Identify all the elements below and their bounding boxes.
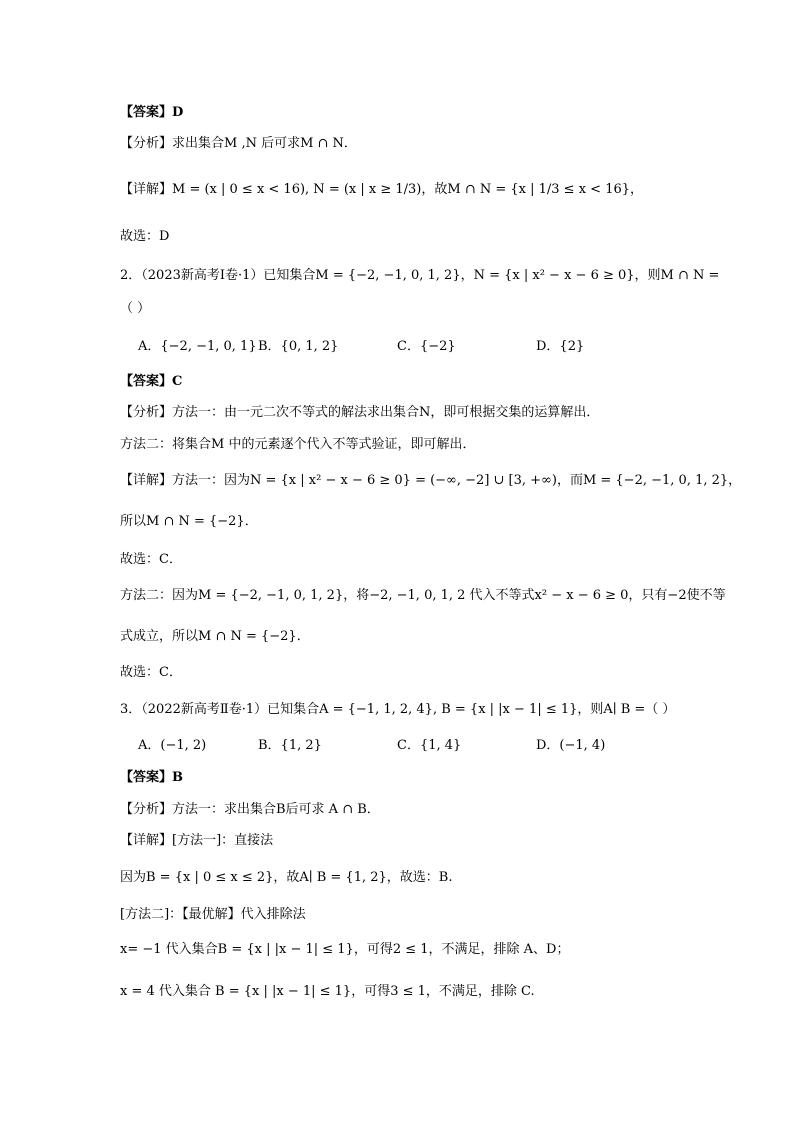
q2-answer: 【答案】C (120, 374, 183, 389)
q1-detail: 【详解】M = (x | 0 ≤ x < 16), N = (x | x ≥ 1/3)，故M ∩ N = {x | 1/3 ≤ x < 16}， (120, 182, 644, 197)
q3-method2-line1: x= −1 代入集合B = {x | |x − 1| ≤ 1}，可得2 ≤ 1，不满足，排除 A、D； (120, 942, 570, 957)
q3-option-a: A．(−1, 2) (138, 738, 207, 753)
q2-method2-line2: 式成立，所以M ∩ N = {−2}． (120, 629, 310, 644)
q3-stem: 3．（2022新高考Ⅱ卷·1）已知集合A = {−1, 1, 2, 4}, B = {x | |x − 1| ≤ 1}，则A∣ B =（ ） (120, 702, 676, 717)
q3-detail-title: 【详解】[方法一]：直接法 (120, 833, 274, 848)
q2-detail-line2: 所以M ∩ N = {−2}． (120, 514, 258, 529)
q1-analysis: 【分析】求出集合M ,N 后可求M ∩ N． (120, 136, 357, 151)
q3-analysis: 【分析】方法一：求出集合B后可求 A ∩ B． (120, 802, 380, 817)
q2-conclusion-1: 故选：C． (120, 552, 182, 567)
q3-detail-body: 因为B = {x | 0 ≤ x ≤ 2}，故A∣ B = {1, 2}，故选：B. (120, 870, 453, 885)
q2-stem-line1: 2．（2023新高考Ⅰ卷·1）已知集合M = {−2, −1, 0, 1, 2}，N = {x | x² − x − 6 ≥ 0}，则M ∩ N = (120, 268, 720, 283)
q2-method2-line1: 方法二：因为M = {−2, −1, 0, 1, 2}，将−2, −1, 0, 1, 2 代入不等式x² − x − 6 ≥ 0，只有−2使不等 (120, 588, 726, 603)
q3-answer: 【答案】B (120, 770, 183, 785)
q2-option-d: D．{2} (536, 339, 585, 354)
q3-method2-line2: x = 4 代入集合 B = {x | |x − 1| ≤ 1}，可得3 ≤ 1，不满足，排除 C. (120, 984, 535, 999)
q2-analysis-line1: 【分析】方法一：由一元二次不等式的解法求出集合N，即可根据交集的运算解出． (120, 405, 600, 420)
q1-conclusion: 故选：D (120, 229, 170, 244)
q2-analysis-line2: 方法二：将集合M 中的元素逐个代入不等式验证，即可解出． (120, 437, 476, 452)
q3-method2-title: [方法二]：【最优解】代入排除法 (120, 907, 306, 922)
q2-option-a: A．{−2, −1, 0, 1} (138, 339, 257, 354)
q3-option-c: C．{1, 4} (397, 738, 462, 753)
q2-conclusion-2: 故选：C． (120, 665, 182, 680)
q3-option-d: D．(−1, 4) (536, 738, 606, 753)
q1-answer: 【答案】D (120, 105, 184, 120)
q3-option-b: B．{1, 2} (258, 738, 322, 753)
q2-stem-line2: （ ） (120, 301, 151, 316)
q2-option-c: C．{−2} (397, 339, 456, 354)
q2-detail-line1: 【详解】方法一：因为N = {x | x² − x − 6 ≥ 0} = (−∞, −2] ∪ [3, +∞)，而M = {−2, −1, 0, 1, 2}， (120, 473, 742, 488)
q2-option-b: B．{0, 1, 2} (258, 339, 339, 354)
